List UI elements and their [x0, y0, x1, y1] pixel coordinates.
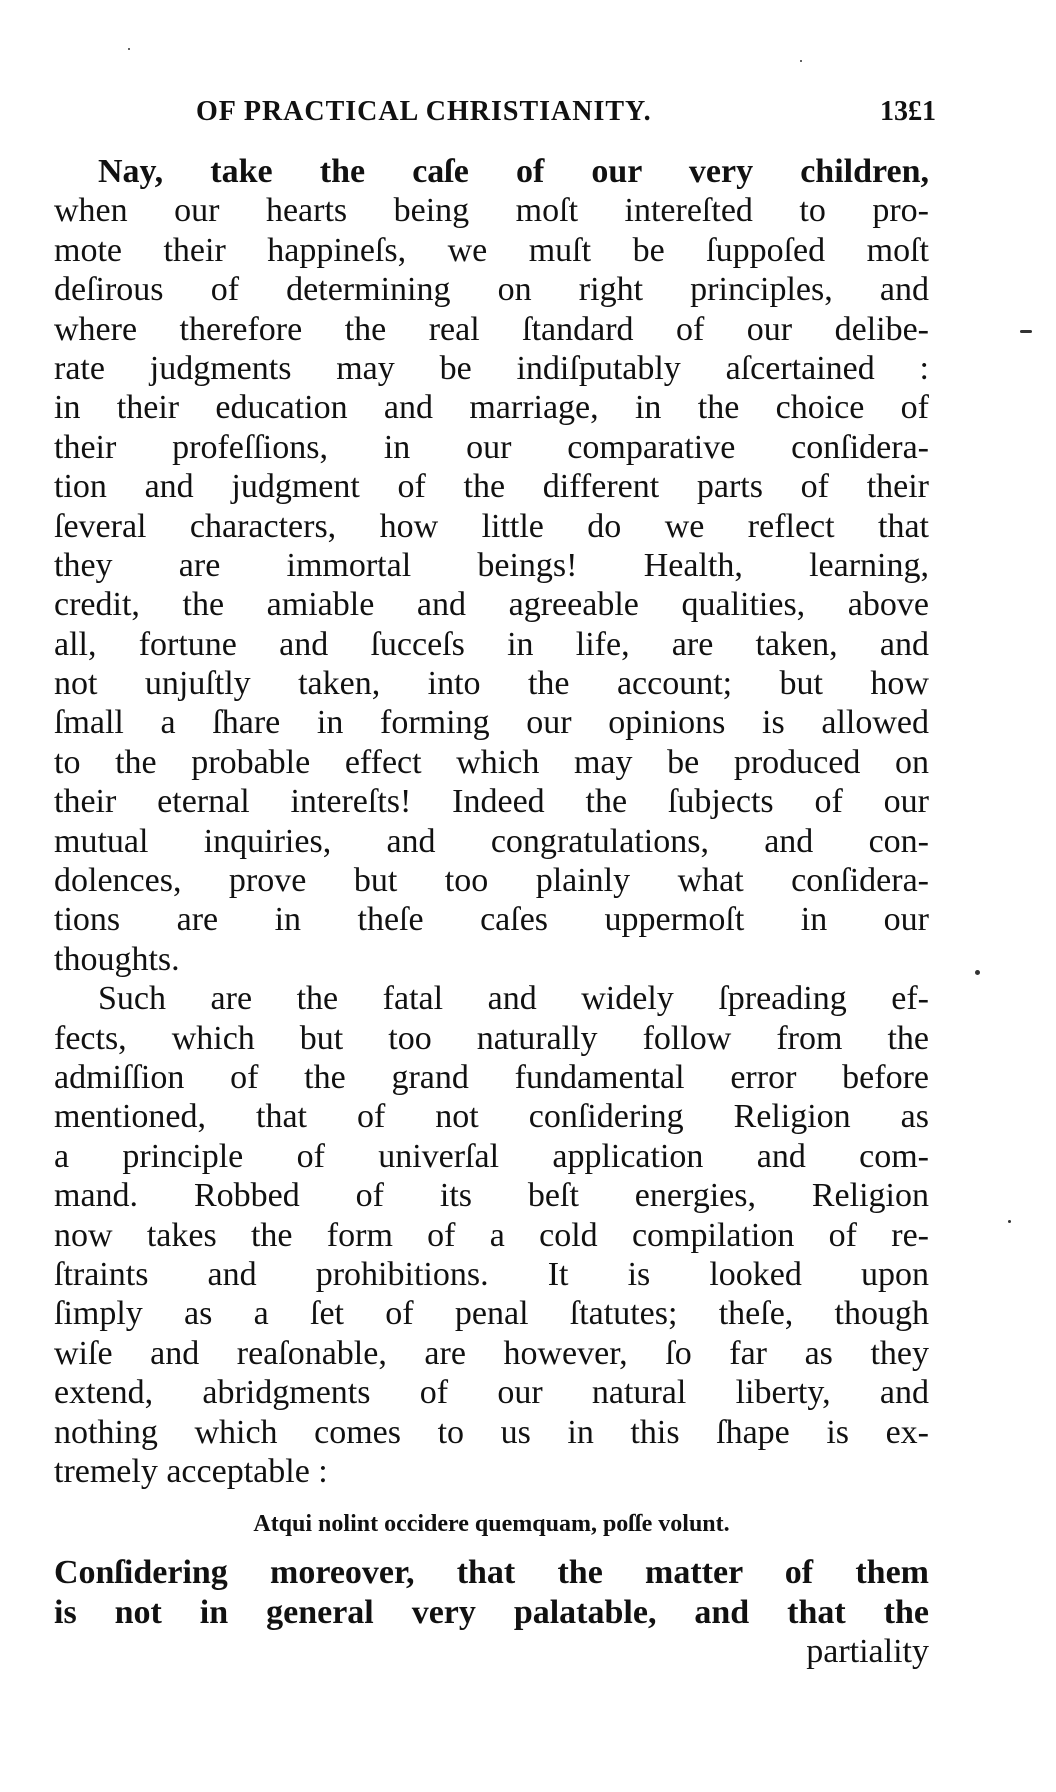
paragraph-2	[54, 979, 929, 1491]
text-line: is not in general very palatable, and that the	[54, 1593, 929, 1631]
text-line: mand. Robbed of its beſt energies, Religion	[54, 1177, 929, 1215]
text-line: a principle of univerſal application and com-	[54, 1137, 929, 1175]
text-line: nothing which comes to us in this ſhape is ex-	[54, 1413, 929, 1451]
text-line: credit, the amiable and agreeable qualities, above	[54, 586, 929, 624]
text-line: where therefore the real ſtandard of our delibe-	[54, 310, 929, 348]
text-line: in their education and marriage, in the choice of	[54, 389, 929, 427]
scan-speck	[800, 60, 802, 62]
text-line: extend, abridgments of our natural liberty, and	[54, 1374, 929, 1412]
scan-speck	[1008, 1220, 1011, 1223]
text-line: ſtraints and prohibitions. It is looked upon	[54, 1255, 929, 1293]
text-line: their eternal intereſts! Indeed the ſubjects of our	[54, 783, 929, 821]
text-line: they are immortal beings! Health, learning,	[54, 546, 929, 584]
running-head	[196, 96, 936, 136]
text-line: tion and judgment of the different parts of their	[54, 468, 929, 506]
text-line: fects, which but too naturally follow from the	[54, 1019, 929, 1057]
text-line: admiſſion of the grand fundamental error before	[54, 1058, 929, 1096]
text-line: all, fortune and ſucceſs in life, are taken, and	[54, 625, 929, 663]
paragraph-1	[54, 152, 929, 979]
text-line: when our hearts being moſt intereſted to pro-	[54, 192, 929, 230]
text-line: ſmall a ſhare in forming our opinions is allowed	[54, 704, 929, 742]
catchword: partiality	[806, 1633, 929, 1671]
text-line: not unjuſtly taken, into the account; but how	[54, 665, 929, 703]
paragraph-3	[54, 1553, 929, 1632]
text-line: Conſidering moreover, that the matter of them	[54, 1554, 929, 1592]
latin-quotation: Atqui nolint occidere quemquam, poſſe volunt.	[253, 1511, 730, 1538]
text-line: dolences, prove but too plainly what conſidera-	[54, 862, 929, 900]
scan-speck	[1020, 330, 1032, 333]
text-line: Such are the fatal and widely ſpreading ef-	[98, 980, 929, 1018]
text-line: now takes the form of a cold compilation of re-	[54, 1216, 929, 1254]
text-line: deſirous of determining on right principles, and	[54, 271, 929, 309]
page-number: 13£1	[880, 96, 936, 127]
running-title: OF PRACTICAL CHRISTIANITY.	[196, 96, 652, 127]
scan-speck	[975, 970, 980, 975]
body-text	[54, 152, 929, 1672]
text-line: mentioned, that of not conſidering Religion as	[54, 1098, 929, 1136]
text-line: Nay, take the caſe of our very children,	[98, 153, 929, 190]
scan-speck	[128, 48, 130, 50]
text-line: ſimply as a ſet of penal ſtatutes; theſe, though	[54, 1295, 929, 1333]
text-line: tions are in theſe caſes uppermoſt in our	[54, 901, 929, 939]
text-line: wiſe and reaſonable, are however, ſo far as they	[54, 1334, 929, 1372]
text-line: rate judgments may be indiſputably aſcertained :	[54, 349, 929, 387]
text-line: mote their happineſs, we muſt be ſuppoſed moſt	[54, 231, 929, 269]
text-line: mutual inquiries, and congratulations, and con-	[54, 822, 929, 860]
text-line: thoughts.	[54, 940, 180, 978]
text-line: to the probable effect which may be produced on	[54, 743, 929, 781]
text-line: their profeſſions, in our comparative conſidera-	[54, 428, 929, 466]
text-line: tremely acceptable :	[54, 1452, 328, 1490]
text-line: ſeveral characters, how little do we reflect that	[54, 507, 929, 545]
